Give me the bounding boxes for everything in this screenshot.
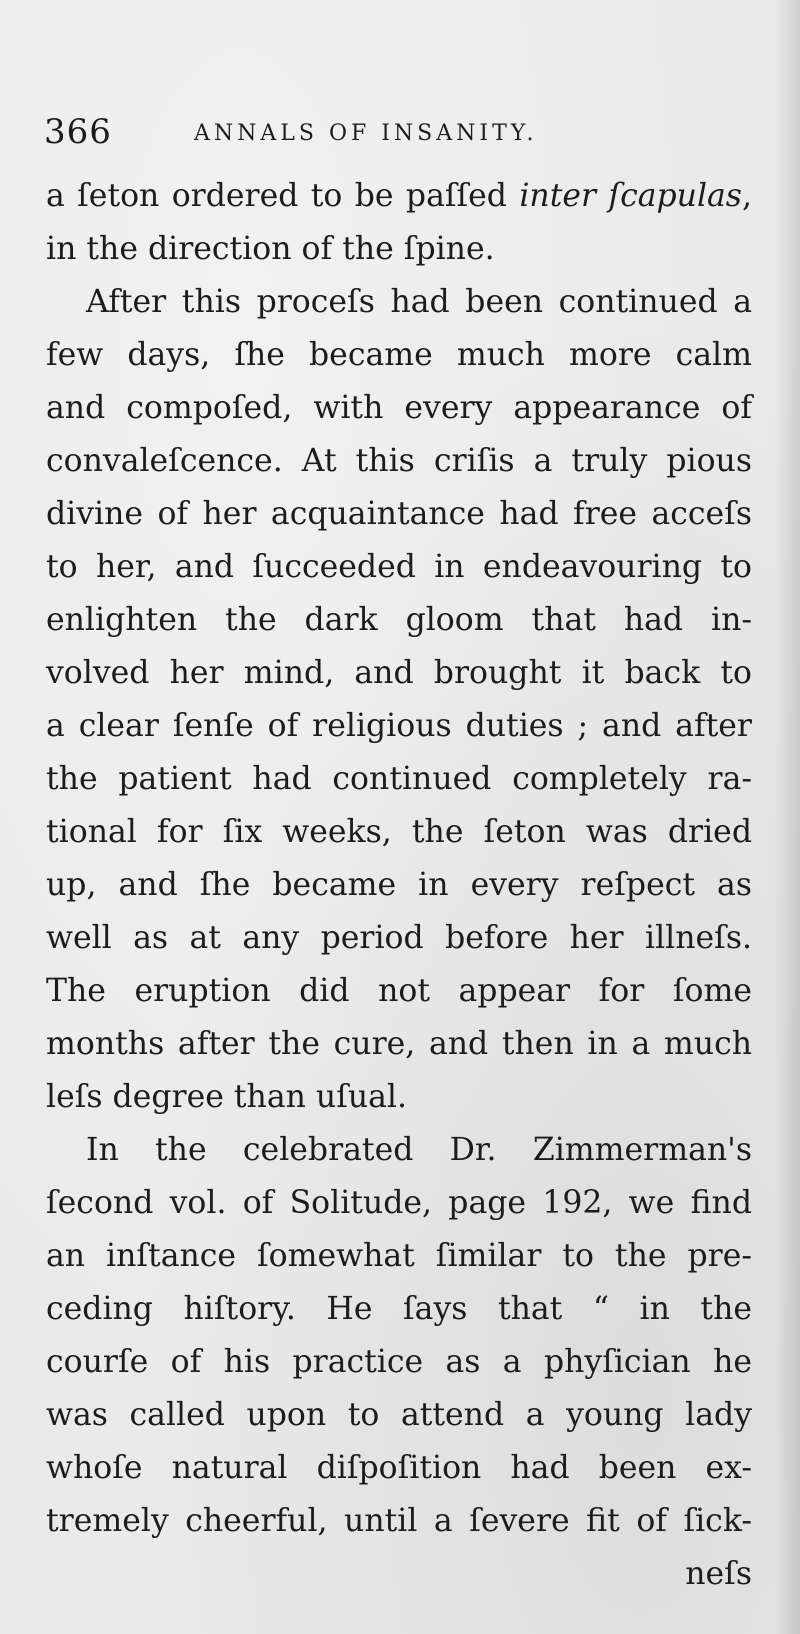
catchword: neſs — [685, 1556, 752, 1592]
text-line: and compoſed, with every appearance of — [46, 390, 752, 426]
text-line: to her, and ſucceeded in endeavouring to — [46, 549, 752, 585]
page-edge-shadow — [774, 0, 800, 1634]
text-line: a clear ſenſe of religious duties ; and after — [46, 708, 752, 744]
text-line: whoſe natural diſpoſition had been ex- — [46, 1450, 752, 1486]
text-line: divine of her acquaintance had free acceſs — [46, 496, 752, 532]
text-line: up, and ſhe became in every reſpect as — [46, 867, 752, 903]
text-line: tional for ſix weeks, the ſeton was dried — [46, 814, 752, 850]
running-head: ANNALS OF INSANITY. — [194, 121, 538, 146]
text-line: ſecond vol. of Solitude, page 192, we find — [46, 1185, 752, 1221]
text-line: an inſtance ſomewhat ſimilar to the pre- — [46, 1238, 752, 1274]
body-text — [46, 170, 752, 1601]
text-line: The eruption did not appear for ſome — [46, 973, 752, 1009]
text-line: volved her mind, and brought it back to — [46, 655, 752, 691]
text-line: was called upon to attend a young lady — [46, 1397, 752, 1433]
text-line: courſe of his practice as a phyſician he — [46, 1344, 752, 1380]
text-line: ceding hiſtory. He ſays that “ in the — [46, 1291, 752, 1327]
page-number: 366 — [44, 112, 112, 152]
text-line: In the celebrated Dr. Zimmerman's — [86, 1132, 752, 1168]
text-line: tremely cheerful, until a ſevere fit of ſick- — [46, 1503, 752, 1539]
text-line: well as at any period before her illneſs. — [46, 920, 752, 956]
page-header — [44, 104, 764, 160]
text-line: convaleſcence. At this criſis a truly pious — [46, 443, 752, 479]
text-line: months after the cure, and then in a much — [46, 1026, 752, 1062]
text-line: the patient had continued completely ra- — [46, 761, 752, 797]
text-line: enlighten the dark gloom that had in- — [46, 602, 752, 638]
text-line: After this proceſs had been continued a — [86, 284, 752, 320]
text-line: in the direction of the ſpine. — [46, 231, 495, 267]
text-line: leſs degree than uſual. — [46, 1079, 408, 1115]
text-line: few days, ſhe became much more calm — [46, 337, 752, 373]
text-line: a ſeton ordered to be paſſed inter ſcapulas, — [46, 178, 752, 214]
